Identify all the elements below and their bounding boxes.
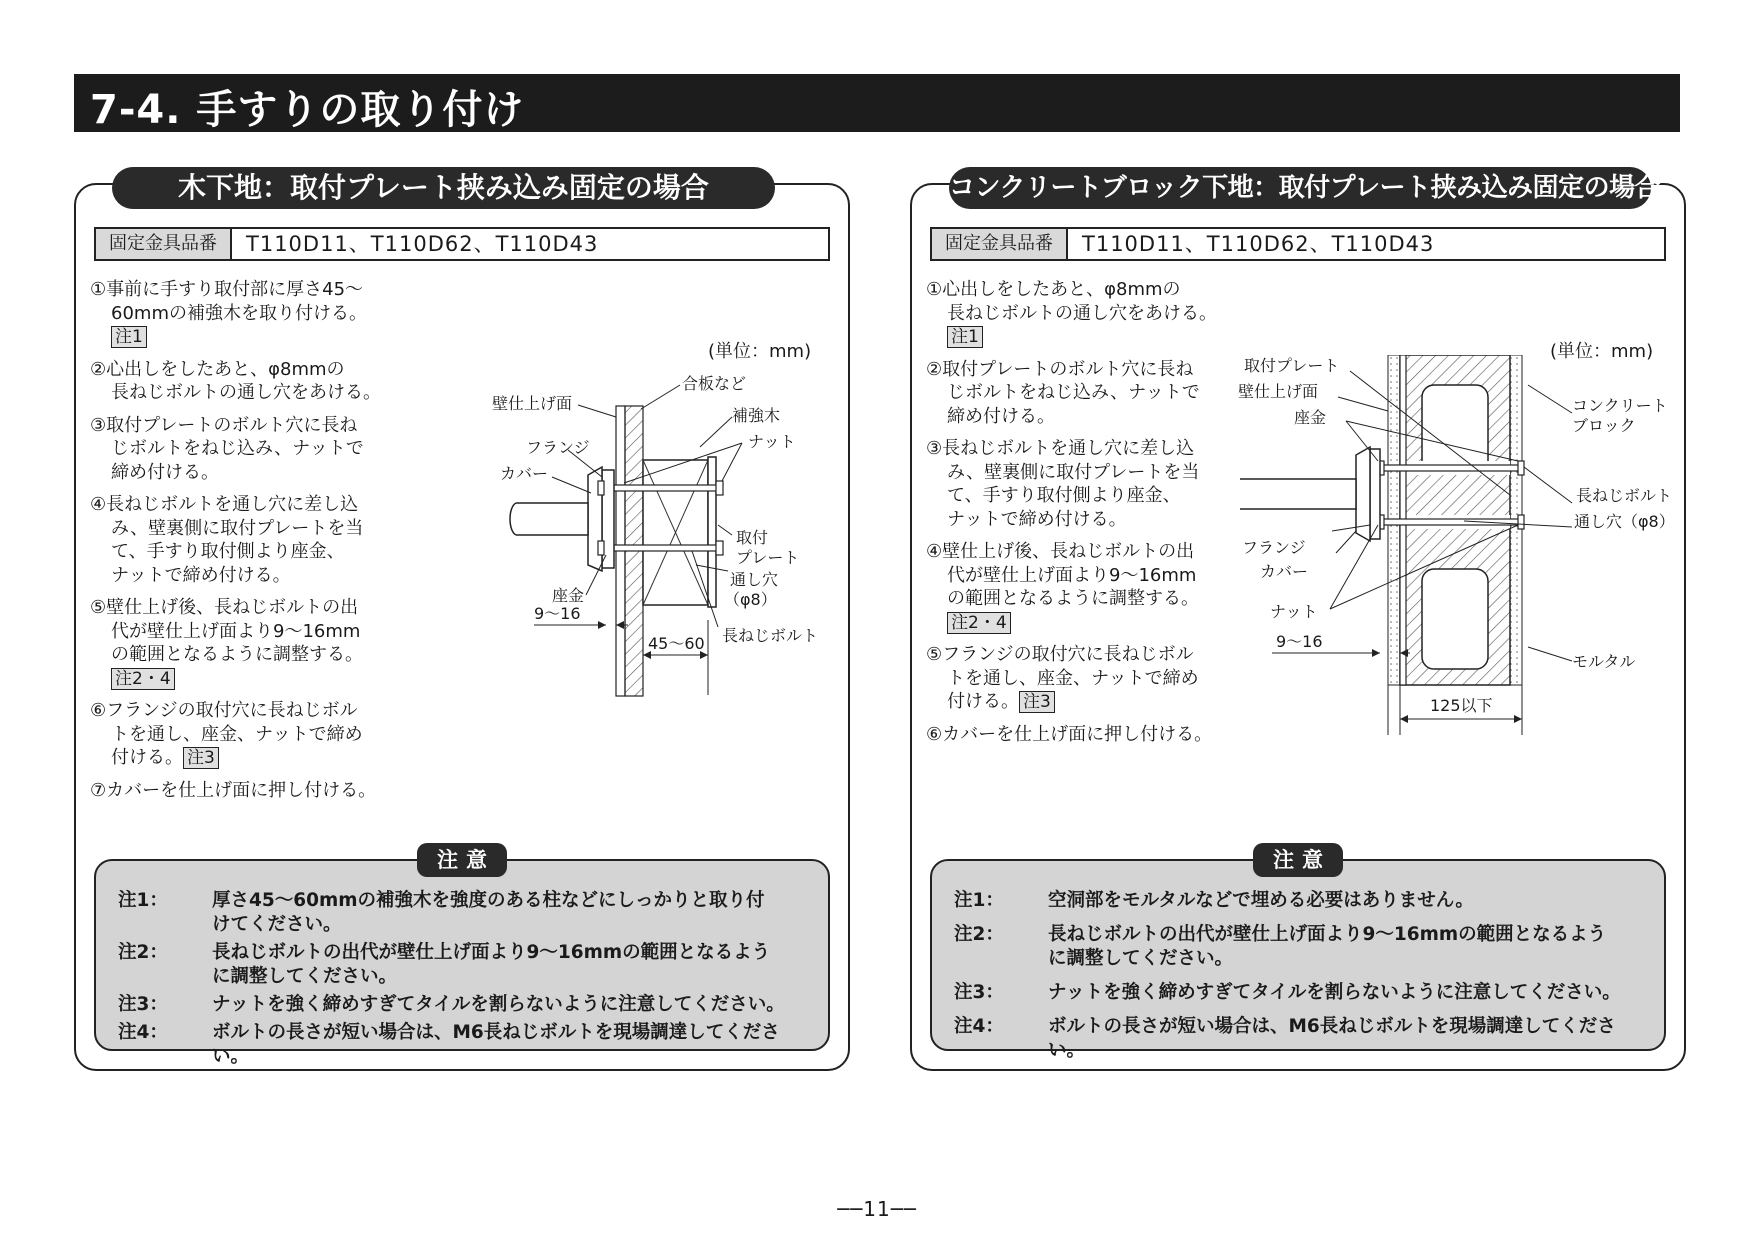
long-bolt-upper: [1380, 465, 1520, 471]
part-number-label: 固定金具品番: [932, 229, 1068, 259]
concrete-unit-label: (単位：mm): [1550, 341, 1654, 362]
note-reference-tag: 注2・4: [947, 612, 1011, 634]
caution-note-text: ナットを強く締めすぎてタイルを割らないように注意してください。: [212, 994, 785, 1015]
concrete-caution-notes: [954, 889, 1652, 1073]
long-bolt-upper: [606, 485, 720, 491]
label-hole-1: 通し穴: [730, 570, 779, 589]
caution-note-text: 厚さ45～60mmの補強木を強度のある柱などにしっかりと取り付 けてください。: [212, 890, 765, 935]
step-line: ⑥カバーを仕上げ面に押し付ける。: [926, 723, 1213, 745]
caution-note-label: 注1：: [954, 890, 1004, 911]
caution-note-text: 空洞部をモルタルなどで埋める必要はありません。: [1048, 890, 1474, 911]
step-line: 60mmの補強木を取り付ける。: [111, 302, 367, 324]
label-dim-45-60: 45～60: [648, 634, 705, 653]
caution-note-text: ボルトの長さが短い場合は、M6長ねじボルトを現場調達してください。: [212, 1022, 780, 1067]
step-line: ②心出しをしたあと、φ8mmの: [90, 358, 345, 380]
caution-note-text: ボルトの長さが短い場合は、M6長ねじボルトを現場調達してください。: [1048, 1016, 1616, 1061]
step-line: て、手すり取付側より座金、: [111, 541, 345, 562]
step-line: み、壁裏側に取付プレートを当: [111, 517, 364, 539]
concrete-steps: [926, 278, 1226, 755]
caution-note-text: 長ねじボルトの出代が壁仕上げ面より9～16mmの範囲となるよう に調整してください。: [1048, 924, 1607, 969]
step-line: 長ねじボルトの通し穴をあける。: [111, 382, 381, 403]
label-wall-finish: 壁仕上げ面: [1238, 382, 1319, 401]
label-plywood: 合板など: [682, 374, 747, 393]
long-bolt-lower: [606, 545, 720, 551]
concrete-block-panel: [910, 173, 1686, 1071]
label-washer: 座金: [1294, 408, 1327, 427]
wood-caution-box: [94, 848, 830, 1067]
label-dim-9-16: 9～16: [1276, 632, 1323, 651]
label-mortar: モルタル: [1572, 652, 1636, 671]
step-line: ナットで締め付ける。: [111, 564, 291, 586]
step-note-line: [926, 611, 1226, 635]
note-reference-tag: 注1: [947, 326, 983, 348]
label-plate: 取付プレート: [1244, 356, 1340, 375]
step-note-line: [90, 667, 410, 691]
label-washer: 座金: [552, 586, 585, 605]
section-header: [74, 74, 1680, 132]
step-line: [926, 690, 1226, 714]
step-line: ⑤フランジの取付穴に長ねじボル: [926, 644, 1194, 665]
step-line: ①心出しをしたあと、φ8mmの: [926, 279, 1181, 300]
page-number: ──11──: [837, 1197, 917, 1221]
caution-note-label: 注2：: [118, 942, 168, 963]
step-line: ナットで締め付ける。: [947, 508, 1127, 530]
concrete-caution-title: 注意: [1253, 843, 1343, 877]
label-dim-9-16: 9～16: [534, 604, 581, 623]
label-bolt: 長ねじボルト: [722, 626, 819, 645]
caution-note-label: 注1：: [118, 890, 168, 911]
step-item: [926, 278, 1226, 349]
step-item: [90, 358, 410, 405]
part-number-value: T110D11、T110D62、T110D43: [246, 232, 599, 256]
wood-unit-label: (単位：mm): [708, 341, 812, 362]
concrete-part-number-box: [930, 227, 1666, 261]
caution-note: [118, 1021, 816, 1069]
label-cover: カバー: [500, 464, 549, 483]
label-hole-2: （φ8）: [724, 590, 777, 609]
caution-note-label: 注4：: [118, 1022, 168, 1043]
step-line: ⑥フランジの取付穴に長ねじボル: [90, 700, 358, 721]
step-line: ②取付プレートのボルト穴に長ね: [926, 358, 1194, 380]
caution-note-label: 注2：: [954, 924, 1004, 945]
step-line: ③取付プレートのボルト穴に長ね: [90, 414, 358, 436]
handrail: [1240, 479, 1356, 509]
label-flange: フランジ: [526, 438, 590, 457]
step-item: [926, 540, 1226, 634]
handrail: [516, 503, 588, 535]
label-bolt: 長ねじボルト: [1576, 486, 1673, 505]
step-line: ④長ねじボルトを通し穴に差し込: [90, 494, 359, 515]
note-reference-tag: 注3: [183, 747, 219, 769]
wood-base-panel: [74, 171, 850, 1071]
mounting-plate: [708, 457, 716, 607]
caution-note-label: 注3：: [954, 982, 1004, 1003]
part-number-label: 固定金具品番: [96, 229, 232, 259]
label-nut: ナット: [1270, 602, 1318, 621]
concrete-panel-title: コンクリートブロック下地：取付プレート挟み込み固定の場合: [949, 167, 1651, 209]
step-line: ④壁仕上げ後、長ねじボルトの出: [926, 541, 1195, 562]
note-reference-tag: 注2・4: [111, 668, 175, 690]
concrete-caution-box: [930, 848, 1666, 1061]
label-nut: ナット: [748, 432, 796, 451]
concrete-installation-diagram: [1232, 355, 1678, 735]
step-line: じボルトをねじ込み、ナットで: [947, 382, 1200, 403]
label-wall-finish: 壁仕上げ面: [492, 394, 573, 413]
step-item: [926, 437, 1226, 531]
step-line: じボルトをねじ込み、ナットで: [111, 438, 364, 459]
label-reinforcement: 補強木: [732, 406, 781, 425]
caution-note: [954, 889, 1652, 913]
step-item: [90, 414, 410, 485]
caution-note: [118, 993, 816, 1017]
caution-note-text: ナットを強く締めすぎてタイルを割らないように注意してください。: [1048, 982, 1621, 1003]
step-item: [926, 643, 1226, 714]
label-block-1: コンクリート: [1572, 396, 1668, 415]
label-plate-1: 取付: [736, 528, 769, 547]
caution-note-text: 長ねじボルトの出代が壁仕上げ面より9～16mmの範囲となるよう に調整してください。: [212, 942, 771, 987]
step-item: [90, 779, 410, 803]
caution-note: [954, 923, 1652, 971]
caution-note: [954, 1015, 1652, 1063]
caution-note-label: 注4：: [954, 1016, 1004, 1037]
step-item: [90, 596, 410, 690]
step-line: ⑦カバーを仕上げ面に押し付ける。: [90, 779, 377, 801]
wood-panel-title: 木下地：取付プレート挟み込み固定の場合: [112, 167, 775, 209]
step-note-line: [90, 325, 410, 349]
step-line: の範囲となるように調整する。: [111, 644, 363, 665]
caution-note: [118, 889, 816, 937]
step-line: ⑤壁仕上げ後、長ねじボルトの出: [90, 597, 359, 618]
wood-caution-title: 注意: [417, 843, 507, 877]
note-reference-tag: 注3: [1019, 691, 1055, 713]
step-note-line: [926, 325, 1226, 349]
step-item: [926, 358, 1226, 429]
wood-part-number-box: [94, 227, 830, 261]
step-item: [926, 723, 1226, 747]
step-line: ③長ねじボルトを通し穴に差し込: [926, 438, 1195, 459]
caution-note: [954, 981, 1652, 1005]
step-line: の範囲となるように調整する。: [947, 588, 1199, 609]
step-line: 締め付ける。: [111, 461, 219, 483]
label-flange: フランジ: [1242, 538, 1306, 557]
long-bolt-lower: [1380, 519, 1520, 525]
wood-caution-notes: [118, 889, 816, 1073]
wood-installation-diagram: [456, 365, 846, 705]
step-line-text: 付ける。: [111, 747, 183, 768]
step-line: [90, 746, 410, 770]
step-item: [90, 493, 410, 587]
caution-note-label: 注3：: [118, 994, 168, 1015]
note-reference-tag: 注1: [111, 326, 147, 348]
section-title: 7-4. 手すりの取り付け: [90, 87, 525, 133]
part-number-value: T110D11、T110D62、T110D43: [1082, 232, 1435, 256]
step-line: て、手すり取付側より座金、: [947, 485, 1181, 506]
step-line: 代が壁仕上げ面より9～16mm: [111, 620, 361, 642]
label-block-2: ブロック: [1572, 416, 1636, 435]
label-cover: カバー: [1260, 562, 1309, 581]
label-hole: 通し穴（φ8）: [1574, 512, 1675, 531]
step-line: 締め付ける。: [947, 405, 1055, 427]
step-line: 代が壁仕上げ面より9～16mm: [947, 564, 1197, 586]
step-line: トを通し、座金、ナットで締め: [111, 723, 363, 745]
label-dim-125: 125以下: [1430, 696, 1493, 715]
label-plate-2: プレート: [736, 548, 800, 567]
flange: [1370, 449, 1380, 539]
step-line-text: 付ける。: [947, 691, 1019, 712]
caution-note: [118, 941, 816, 989]
step-item: [90, 278, 410, 349]
step-line: 長ねじボルトの通し穴をあける。: [947, 302, 1217, 324]
wood-steps: [90, 278, 410, 811]
step-line: み、壁裏側に取付プレートを当: [947, 461, 1200, 483]
step-item: [90, 699, 410, 770]
step-line: トを通し、座金、ナットで締め: [947, 667, 1199, 689]
step-line: ①事前に手すり取付部に厚さ45～: [90, 279, 364, 300]
